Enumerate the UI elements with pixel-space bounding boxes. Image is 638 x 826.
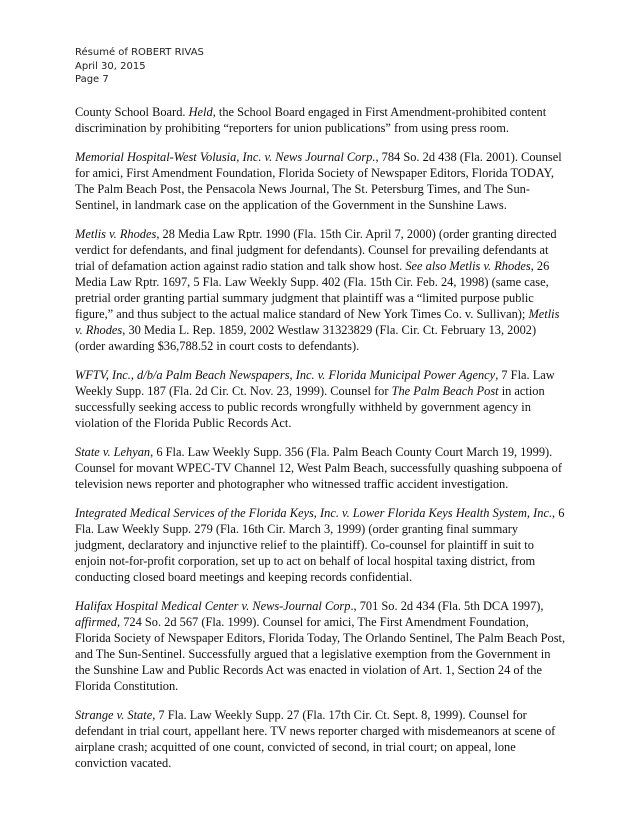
case-citation-italic: Held (188, 105, 213, 119)
case-citation-italic: See also Metlis v. Rhodes (405, 259, 531, 273)
case-text: , the School Board engaged in First Amendment-prohibited content discrimination by prohibiting “reporters for union publications” from using press room. (75, 105, 547, 135)
case-paragraph (75, 598, 567, 694)
case-citation-italic: The Palm Beach Post (391, 384, 499, 398)
case-paragraph (75, 149, 567, 213)
case-paragraph (75, 505, 567, 585)
case-text: , 28 Media Law Rptr. 1990 (Fla. 15th Cir. April 7, 2000) (order granting directed verdict for defendants, and final judgment for defendants). Counsel for prevailing defendants at trial of defamation action against radio station and talk show host. (75, 227, 557, 273)
case-text: , 784 So. 2d 438 (Fla. 2001). Counsel for amici, First Amendment Foundation, Florida Society of Newspaper Editors, Florida TODAY, The Palm Beach Post, the Pensacola News Journal, The St. Petersburg Times, and The Sun-Sentinel, in landmark case on the application of the Government in the Sunshine Laws. (75, 150, 562, 212)
document-body (75, 104, 567, 784)
case-paragraph (75, 707, 567, 771)
header-date: April 30, 2015 (75, 60, 146, 72)
page-header (75, 46, 204, 87)
case-citation-italic: Strange v. State (75, 708, 153, 722)
case-citation-italic: Metlis v. Rhodes (75, 307, 560, 337)
case-text: , 6 Fla. Law Weekly Supp. 279 (Fla. 16th Cir. March 3, 1999) (order granting final summary judgment, declaratory and injunctive relief to the plaintiff). Co-counsel for plaintiff in suit to enjoin not-for-profit corporation, set up to act on behalf of local hospital taxing district, from conducting closed board meetings and keeping records confidential. (75, 506, 565, 584)
case-citation-italic: Memorial Hospital-West Volusia, Inc. v. News Journal Corp. (75, 150, 376, 164)
case-paragraph (75, 367, 567, 431)
case-text: , 6 Fla. Law Weekly Supp. 356 (Fla. Palm Beach County Court March 19, 1999). Counsel for movant WPEC-TV Channel 12, West Palm Beach, successfully quashing subpoena of television news reporter and photographer who witnessed traffic accident investigation. (75, 445, 562, 491)
case-citation-italic: Halifax Hospital Medical Center v. News-Journal Corp (75, 599, 351, 613)
header-page-number: Page 7 (75, 74, 109, 85)
case-text: , 30 Media L. Rep. 1859, 2002 Westlaw 31323829 (Fla. Cir. Ct. February 13, 2002) (order awarding $36,788.52 in court costs to defendants). (75, 323, 537, 353)
case-paragraph (75, 444, 567, 492)
header-title: Résumé of ROBERT RIVAS (75, 47, 204, 58)
case-text: ., 701 So. 2d 434 (Fla. 5th DCA 1997), (350, 599, 544, 613)
case-text: , 7 Fla. Law Weekly Supp. 187 (Fla. 2d Cir. Ct. Nov. 23, 1999). Counsel for (75, 368, 555, 398)
case-citation-italic: Integrated Medical Services of the Florida Keys, Inc. v. Lower Florida Keys Health System, Inc. (75, 506, 553, 520)
case-text: , 26 Media Law Rptr. 1697, 5 Fla. Law Weekly Supp. 402 (Fla. 15th Cir. Feb. 24, 1998) (same case, pretrial order granting partial summary judgment that plaintiff was a “limited purpose public figure,” and thus subject to the actual malice standard of New York Times Co. v. Sullivan); (75, 259, 550, 321)
case-paragraph (75, 104, 567, 136)
case-text: , 7 Fla. Law Weekly Supp. 27 (Fla. 17th Cir. Ct. Sept. 8, 1999). Counsel for defendant in trial court, appellant here. TV news reporter charged with misdemeanors at scene of airplane crash; acquitted of one count, convicted of second, in trial court; on appeal, lone conviction vacated. (75, 708, 556, 770)
case-text: in action successfully seeking access to public records wrongfully withheld by government agency in violation of the Florida Public Records Act. (75, 384, 545, 430)
case-text: County School Board. (75, 105, 189, 119)
case-text: 724 So. 2d 567 (Fla. 1999). Counsel for amici, The First Amendment Foundation, Florida Society of Newspaper Editors, Florida Today, The Orlando Sentinel, The Palm Beach Post, and The Sun-Sentinel. Successfully argued that a legislative exemption from the Government in the Sunshine Law and Public Records Act was enacted in violation of Art. 1, Section 24 of the Florida Constitution. (75, 615, 566, 693)
case-citation-italic: affirmed, (75, 615, 121, 629)
case-citation-italic: State v. Lehyan (75, 445, 151, 459)
case-citation-italic: Metlis v. Rhodes (75, 227, 157, 241)
case-citation-italic: WFTV, Inc., d/b/a Palm Beach Newspapers, Inc. v. Florida Municipal Power Agency (75, 368, 496, 382)
case-paragraph (75, 226, 567, 354)
